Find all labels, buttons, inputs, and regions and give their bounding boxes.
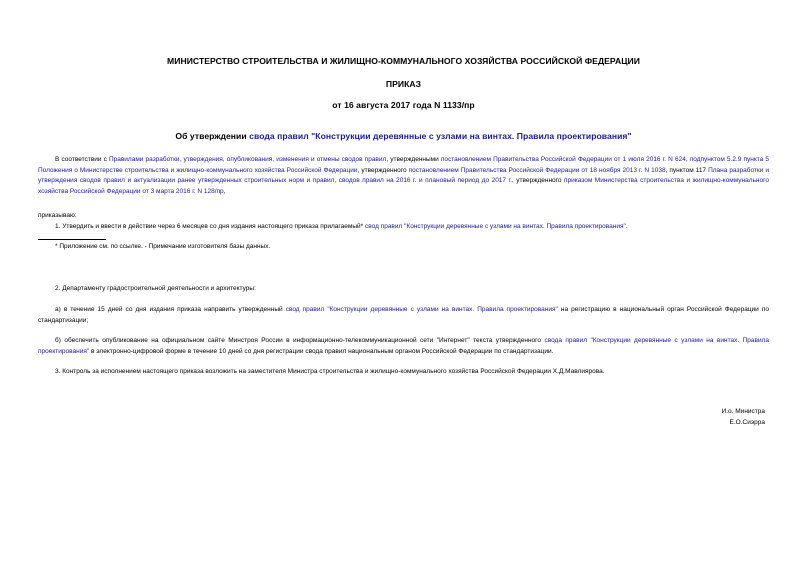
item-3-paragraph: 3. Контроль за исполнением настоящего приказа возложить на заместителя Министра строительства и жилищно-коммунального хозяйства Российской Федерации Х.Д.Мавлиярова. bbox=[55, 368, 605, 375]
item-1-end: . bbox=[625, 223, 628, 230]
item-2b-text-2: в электронно-цифровой форме в течение 10 дней со дня регистрации свода правил национальным органом Российской Федерации по стандартизации. bbox=[89, 347, 554, 355]
title-code-of-rules-link[interactable]: свода правил "Конструкции деревянные с узлами на винтах. Правила проектирования" bbox=[249, 131, 632, 141]
order-title bbox=[38, 131, 769, 141]
government-decree-1038-link[interactable]: постановлением Правительства Российской Федерации от 18 ноября 2013 г. N 1038 bbox=[408, 166, 666, 174]
preamble-paragraph bbox=[38, 155, 769, 197]
item-2a-code-of-rules-link[interactable]: свод правил "Конструкции деревянные с узлами на винтах. Правила проектирования" bbox=[285, 306, 558, 313]
preamble-text-5: , пунктом 117 bbox=[665, 166, 709, 174]
development-plan-link[interactable]: Плана разработки и утверждения сводов правил и актуализации ранее утвержденных строительных норм и правил, сводов правил на 2016 г. и плановый период до 2017 г. bbox=[38, 166, 770, 185]
footnote-divider bbox=[38, 239, 106, 240]
government-decree-624-link[interactable]: постановлением Правительства Российской Федерации от 1 июля 2016 г. N 624 bbox=[440, 156, 686, 163]
preamble-text-7: , bbox=[223, 187, 226, 195]
preamble-text-4: , утвержденного bbox=[357, 166, 409, 174]
document-page bbox=[38, 0, 769, 571]
item-2a-text-2: на регистрацию в национальный орган Российской Федерации по стандартизации; bbox=[38, 306, 769, 324]
order-date-number: от 16 августа 2017 года N 1133/пр bbox=[332, 100, 475, 110]
footnote: * Приложение см. по ссылке. - Примечание изготовителя базы данных. bbox=[55, 243, 271, 250]
signature-name: Е.О.Сиэрра bbox=[729, 419, 765, 426]
signature-position: И.о. Министра bbox=[721, 408, 765, 415]
preamble-text-1: В соответствии с bbox=[55, 156, 109, 163]
order-title-prefix: Об утверждении bbox=[175, 131, 250, 141]
preamble-text-6: , утвержденного bbox=[511, 177, 564, 185]
ministry-heading: МИНИСТЕРСТВО СТРОИТЕЛЬСТВА И ЖИЛИЩНО-КОММУНАЛЬНОГО ХОЗЯЙСТВА РОССИЙСКОЙ ФЕДЕРАЦИИ bbox=[167, 56, 640, 66]
rules-development-link[interactable]: Правилами разработки, утверждения, опубликования, изменения и отмены сводов правил bbox=[108, 156, 387, 163]
item-2b-paragraph bbox=[38, 336, 769, 357]
order-word: приказываю: bbox=[38, 212, 77, 219]
item-2a-paragraph bbox=[38, 305, 769, 326]
preamble-text-2: , утвержденными bbox=[386, 156, 441, 163]
item-1-paragraph bbox=[55, 222, 769, 233]
ministry-regulation-link[interactable]: подпунктом 5.2.9 пункта 5 Положения о Министерстве строительства и жилищно-коммунального хозяйства Российской Федерации bbox=[38, 156, 769, 174]
item-2b-text-1: б) обеспечить опубликование на официальном сайте Минстроя России в информационно-телекоммуникационной сети "Интернет" текста утвержденного bbox=[55, 337, 545, 344]
item-2a-text-1: а) в течение 15 дней со дня издания приказа направить утвержденный bbox=[55, 306, 286, 313]
item-2b-code-of-rules-link[interactable]: свода правил "Конструкции деревянные с узлами на винтах. Правила проектирования" bbox=[38, 337, 769, 355]
item-1-text: 1. Утвердить и ввести в действие через 6 месяцев со дня издания настоящего приказа прилагаемый* bbox=[55, 223, 365, 230]
preamble-text-3: , bbox=[685, 156, 690, 163]
item-1-code-of-rules-link[interactable]: свод правил "Конструкции деревянные с узлами на винтах. Правила проектирования" bbox=[364, 223, 626, 230]
item-2-intro: 2. Департаменту градостроительной деятельности и архитектуры: bbox=[55, 285, 256, 292]
ministry-order-128-link[interactable]: приказом Министерства строительства и жилищно-коммунального хозяйства Российской Федерации от 3 марта 2016 г. N 128/пр bbox=[38, 177, 769, 195]
order-type-heading: ПРИКАЗ bbox=[385, 79, 422, 89]
